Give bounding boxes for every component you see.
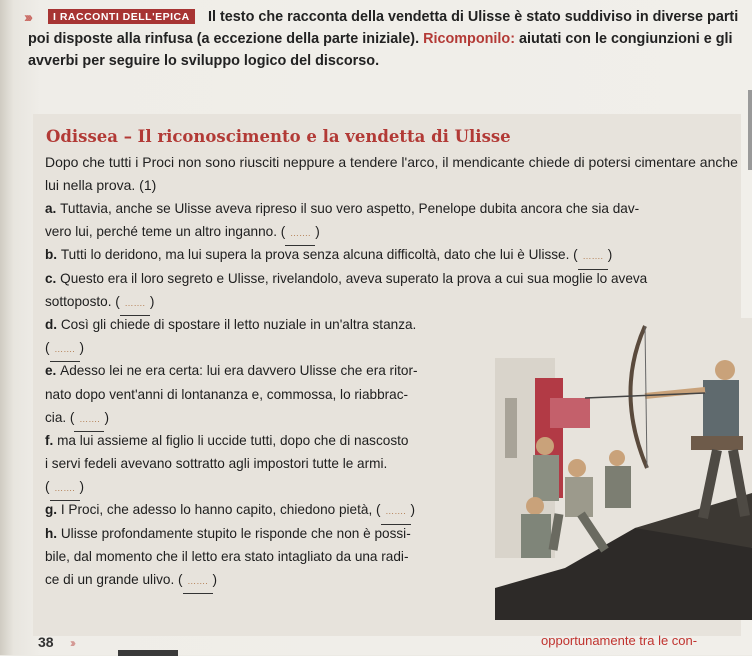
item-text: ma lui assieme al figlio li uccide tutti, dopo che di nascosto <box>57 432 409 448</box>
page-number: 38 <box>38 634 54 650</box>
section-tag: I RACCONTI DELL'EPICA <box>48 9 195 24</box>
answer-blank[interactable]: ……. <box>578 245 608 269</box>
item-text: ce di un grande ulivo. ( <box>45 572 183 587</box>
item-text: Tutti lo deridono, ma lui supera la prova senza alcuna difficoltà, dato che lui è Ulisse. ( <box>60 247 578 263</box>
item-letter: e. <box>45 363 61 379</box>
next-exercise-snippet: opportunamente tra le con- <box>541 633 698 648</box>
answer-blank[interactable]: ……. <box>50 338 80 362</box>
item-letter: h. <box>45 525 61 541</box>
item-line: ce di un grande ulivo. ( ……. ) <box>45 568 495 591</box>
answer-blank[interactable]: ……. <box>285 222 315 246</box>
item-text: nato dopo vent'anni di lontananza e, commossa, lo riabbrac- <box>45 386 409 402</box>
item-letter: f. <box>45 432 58 448</box>
item-line <box>45 359 495 382</box>
item-text: i servi fedeli avevano sottratto agli impostori tutte le armi. <box>45 456 388 472</box>
item-text: vero lui, perché teme un altro inganno. ( <box>45 224 286 240</box>
item-line <box>45 452 495 475</box>
item-text: Così gli chiede di spostare il letto nuziale in un'altra stanza. <box>60 316 417 332</box>
item-text: ( <box>45 340 50 356</box>
answer-blank[interactable]: ……. <box>74 408 104 432</box>
item-letter: c. <box>45 270 61 286</box>
item-line <box>45 429 495 452</box>
item-line <box>45 522 495 545</box>
exercise-title: Odissea – Il riconoscimento e la vendetta di Ulisse <box>46 127 511 146</box>
item-text: Questo era il loro segreto e Ulisse, rivelandolo, aveva superato la prova a cui sua moglie lo aveva <box>60 270 648 286</box>
answer-blank[interactable]: ……. <box>381 500 411 524</box>
item-text: sottoposto. ( <box>45 293 120 309</box>
ulysses-archer-illustration <box>495 318 752 620</box>
item-text: Tuttavia, anche se Ulisse aveva ripreso il suo vero aspetto, Penelope dubita ancora che sia dav- <box>60 201 640 216</box>
item-line <box>45 267 745 290</box>
item-letter: d. <box>45 316 61 332</box>
item-text: ( <box>45 479 50 495</box>
section-arrows-icon: ››› <box>24 9 30 26</box>
item-text: Adesso lei ne era certa: lui era davvero Ulisse che era ritor- <box>60 363 418 379</box>
answer-blank[interactable]: ……. <box>50 477 80 501</box>
item-letter: b. <box>45 247 61 263</box>
item-text: Ulisse profondamente stupito le risponde che non è possi- <box>60 525 411 541</box>
answer-blank[interactable]: ……. <box>183 570 213 594</box>
item-line: sottoposto. ( ……. ) <box>45 290 745 313</box>
item-line: ( ……. ) <box>45 336 495 359</box>
item-line <box>45 383 495 406</box>
intro-paragraph: Il testo che racconta della vendetta di Ulisse è stato suddiviso in diverse parti poi disposte alla rinfusa (a eccezione della parte iniziale). Ricomponilo: aiutati con le congiunzioni e gli avverbi per seguire lo sviluppo logico del discorso. <box>28 9 739 69</box>
footer-arrows-icon: ››› <box>70 636 73 650</box>
item-line: ( ……. ) <box>45 475 495 498</box>
item-line: vero lui, perché teme un altro inganno. ( ……. ) <box>45 220 745 243</box>
page-edge-mark <box>748 90 752 170</box>
item-text: I Proci, che adesso lo hanno capito, chiedono pietà, ( <box>60 502 381 518</box>
answer-blank[interactable]: ……. <box>120 292 150 316</box>
item-letter: a. <box>45 201 61 216</box>
page-gutter-shadow <box>0 0 14 655</box>
item-line <box>45 197 745 220</box>
item-line: b. Tutti lo deridono, ma lui supera la prova senza alcuna difficoltà, dato che lui è Ulisse. ( ……. ) <box>45 243 745 266</box>
opening-paragraph: Dopo che tutti i Proci non sono riusciti neppure a tendere l'arco, il mendicante chiede di potersi cimentare anche lui nella prova. (1) <box>45 154 738 193</box>
item-letter: g. <box>45 502 61 518</box>
item-text: cia. ( <box>45 409 75 425</box>
item-line <box>45 545 495 568</box>
footer-bar <box>118 650 178 656</box>
item-line: g. I Proci, che adesso lo hanno capito, chiedono pietà, ( ……. ) <box>45 498 495 521</box>
item-line <box>45 313 495 336</box>
item-text: bile, dal momento che il letto era stato intagliato da una radi- <box>45 548 409 564</box>
instruction-label: Ricomponilo: <box>423 31 516 47</box>
item-line: cia. ( ……. ) <box>45 406 495 429</box>
